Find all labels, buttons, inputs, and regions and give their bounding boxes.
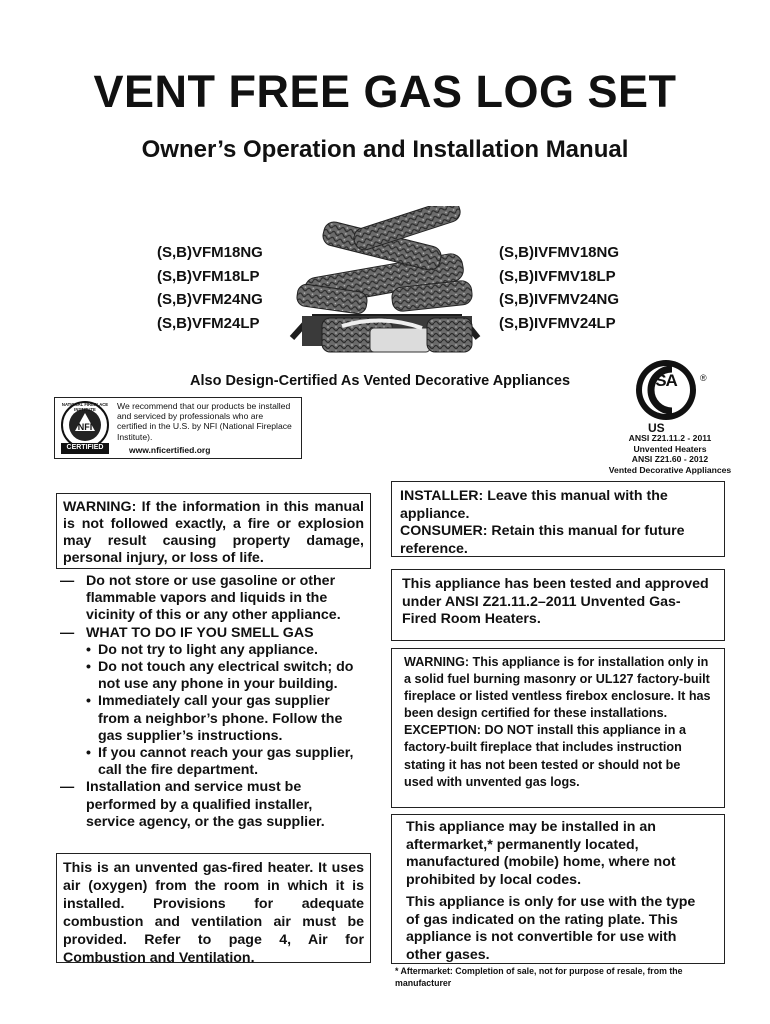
aftermarket-paragraph: This appliance may be installed in an aftermarket,* permanently located, manufactured (mobile) home, where not prohibited by local codes. [406,819,676,888]
model-number: (S,B)VFM18NG [157,244,263,261]
unvented-heater-notice-box: This is an unvented gas-fired heater. It uses air (oxygen) from the room in which it is installed. Provisions for adequate combustion and ventilation air must be provided. Refer to page 4, Air for Combustion and Ventilation. [56,853,371,963]
also-certified-text: Also Design-Certified As Vented Decorative Appliances [190,373,571,389]
ansi-line: ANSI Z21.60 - 2012 [631,454,709,465]
ansi-line: Unvented Heaters [633,443,707,454]
installer-note: INSTALLER: Leave this manual with the appliance. [400,488,668,522]
installation-location-warning-box: WARNING: This appliance is for installation only in a solid fuel burning masonry or UL127 factory-built fireplace or listed ventless firebox enclosure. It has been design certified for these installations. EXCEPTION: DO NOT install this appliance in a factory-built fireplace that includes instruction stating it has not been tested or should not be used with unvented gas logs. [391,648,725,808]
nfi-website-link[interactable]: www.nficertified.org [129,445,211,455]
aftermarket-footnote: * Aftermarket: Completion of sale, not for purpose of resale, from the manufacturer [395,966,683,988]
csa-logo-text: SA [655,371,677,390]
model-number: (S,B)VFM18LP [157,267,260,285]
fire-explosion-warning-box: WARNING: If the information in this manual is not followed exactly, a fire or explosion may result causing property damage, personal injury, or loss of life. [56,493,371,569]
nfi-seal-lettering: NATIONAL FIREPLACE INSTITUTE NFI CERTIFIED [61,402,109,451]
list-item: — Do not store or use gasoline or other flammable vapors and liquids in the vicinity of this or any other appliance. [60,573,341,624]
csa-us-label: US [648,421,665,435]
model-number: (S,B)IVFMV18NG [499,244,620,261]
model-list-right [499,241,619,335]
registered-mark: ® [700,373,707,383]
list-subitem: • Immediately call your gas supplier from a neighbor’s phone. Follow the gas supplier’s instructions. [86,693,343,744]
list-item: — WHAT TO DO IF YOU SMELL GAS [60,624,314,641]
document-subtitle: Owner’s Operation and Installation Manual [141,136,629,163]
list-subitem: • If you cannot reach your gas supplier, call the fire department. [86,745,354,779]
model-number: (S,B)VFM24LP [157,314,260,332]
gas-log-set-image [282,206,490,366]
model-number: (S,B)IVFMV24NG [499,291,620,308]
installer-consumer-notice-box [391,481,725,557]
model-number: (S,B)IVFMV18LP [499,267,616,285]
consumer-note: CONSUMER: Retain this manual for future reference. [400,523,685,557]
document-title: VENT FREE GAS LOG SET [93,66,677,117]
model-number: (S,B)VFM24NG [157,291,263,308]
aftermarket-gas-type-box [391,814,725,964]
list-item: — Installation and service must be performed by a qualified installer, service agency, or the gas supplier. [60,779,325,830]
nfi-recommendation-text: We recommend that our products be installed and serviced by professionals who are certified in the U.S. by NFI (National Fireplace Institute). [117,401,292,442]
ansi-line: ANSI Z21.11.2 - 2011 [628,433,712,443]
list-subitem: • Do not touch any electrical switch; do not use any phone in your building. [86,659,354,693]
ansi-standards-block [600,433,740,475]
ansi-line: Vented Decorative Appliances [608,464,732,475]
gas-safety-list [60,573,360,831]
list-subitem: • Do not try to light any appliance. [86,641,318,658]
model-list-left [157,241,263,335]
model-number: (S,B)IVFMV24LP [499,314,616,332]
ansi-approval-box: This appliance has been tested and approved under ANSI Z21.11.2–2011 Unvented Gas-Fired Room Heaters. [391,569,725,641]
gas-type-paragraph: This appliance is only for use with the type of gas indicated on the rating plate. This appliance is not convertible for use with other gases. [406,894,696,963]
nfi-recommendation-box [54,397,302,459]
